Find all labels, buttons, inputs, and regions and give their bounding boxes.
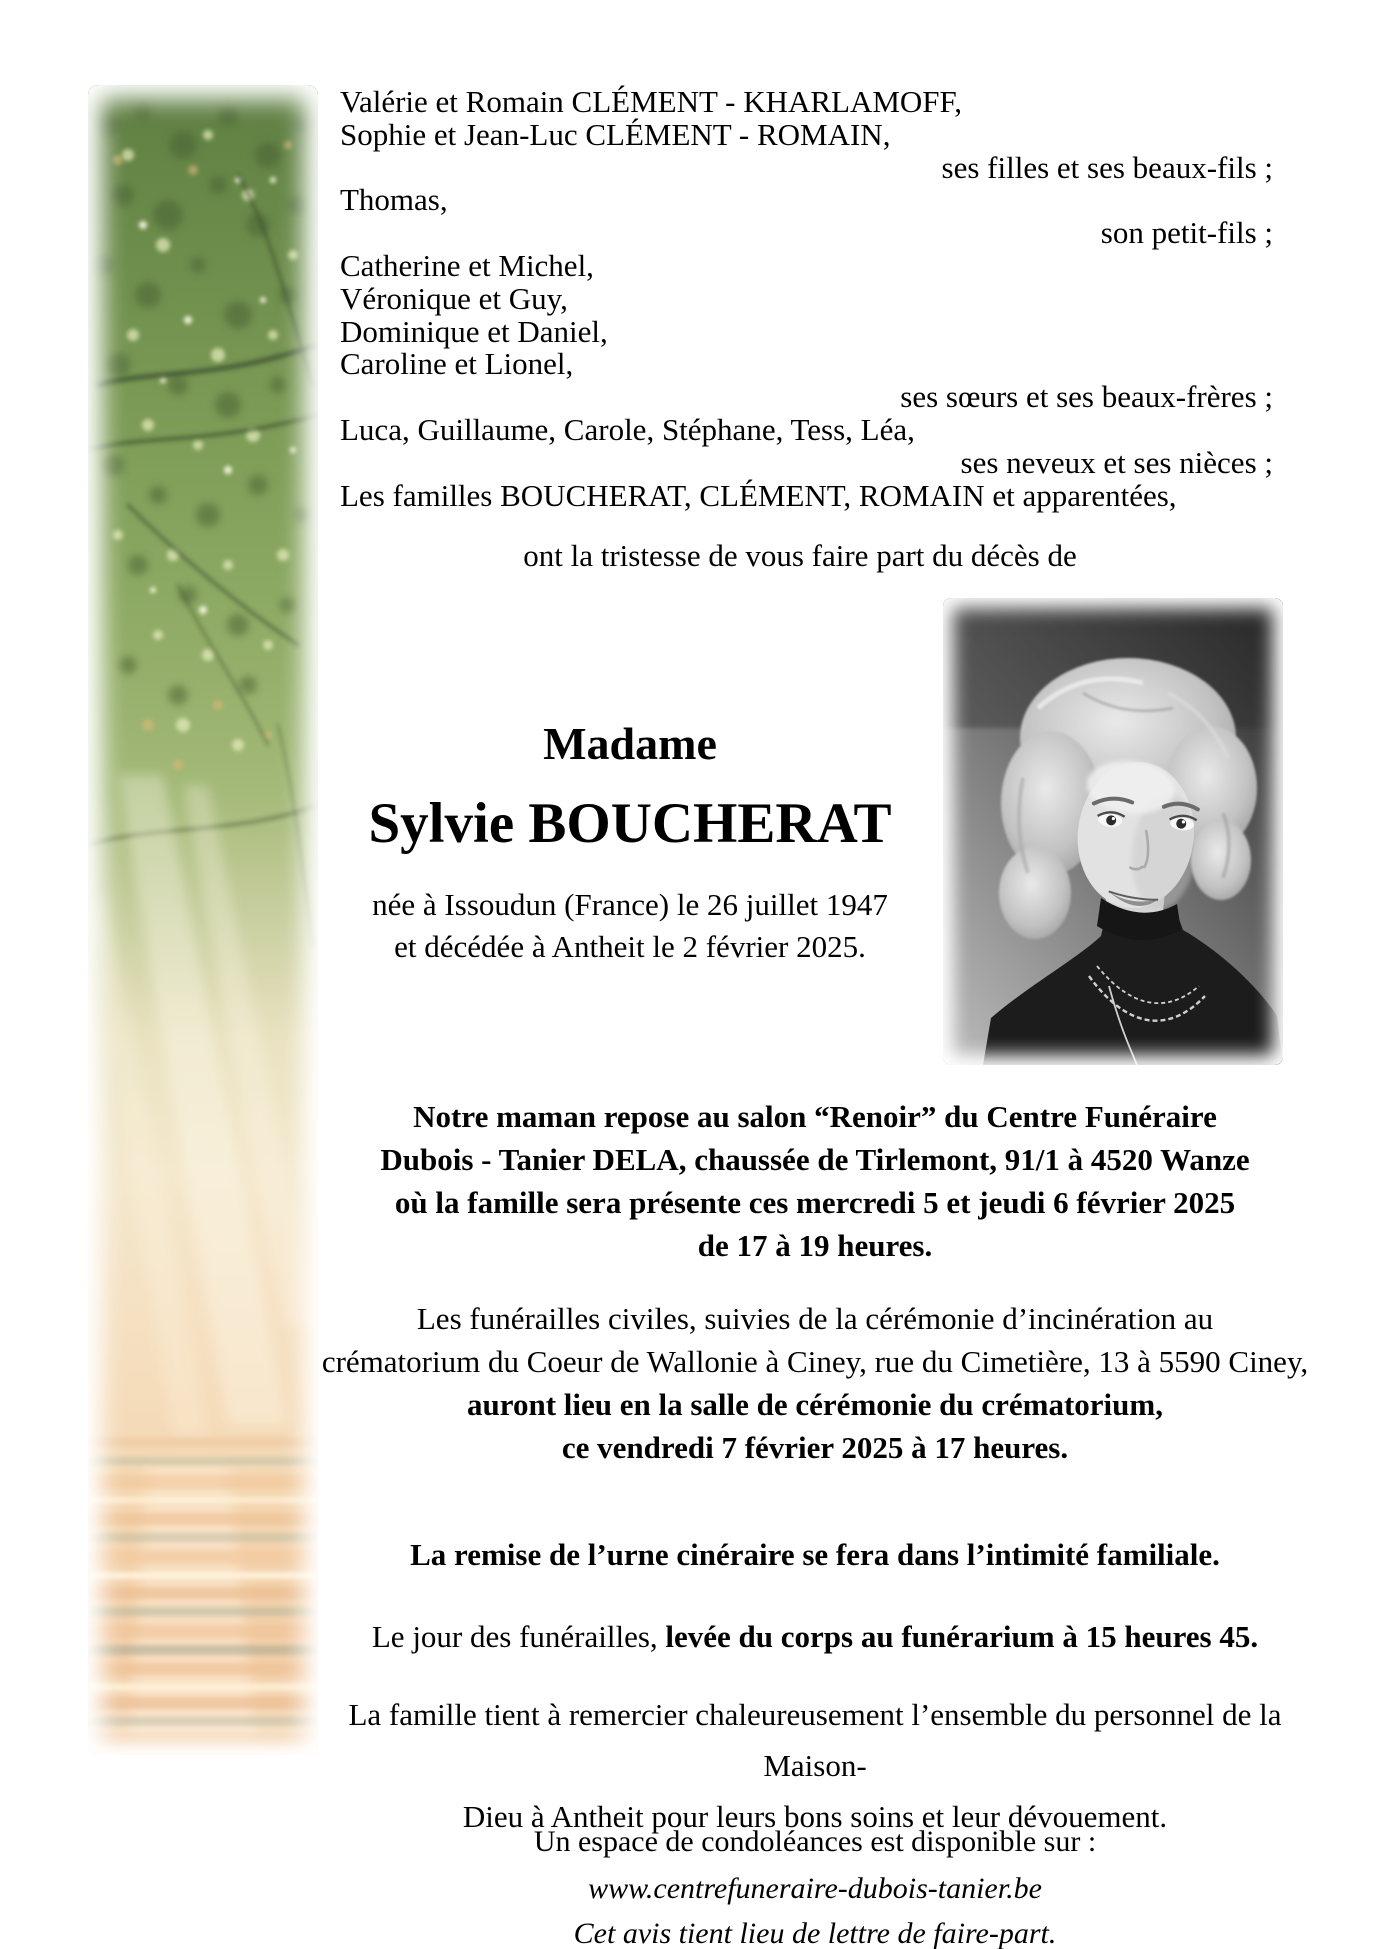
thanks-line: La famille tient à remercier chaleureusement l’ensemble du personnel de la Maison- xyxy=(348,1697,1282,1783)
repose-line: Dubois - Tanier DELA, chaussée de Tirlemont, 91/1 à 4520 Wanze xyxy=(380,1142,1250,1177)
levee-prefix: Le jour des funérailles, xyxy=(371,1619,666,1654)
portrait-photo xyxy=(943,598,1283,1065)
forest-path-illustration xyxy=(88,85,318,1755)
thanks-paragraph xyxy=(300,1689,1330,1842)
family-line: Véronique et Guy, xyxy=(340,280,568,316)
civility-title: Madame xyxy=(543,718,717,769)
family-line: Luca, Guillaume, Carole, Stéphane, Tess, Léa, xyxy=(340,411,915,447)
funeral-paragraph xyxy=(300,1297,1330,1469)
repose-line: où la famille sera présente ces mercredi 5 et jeudi 6 février 2025 xyxy=(394,1185,1236,1220)
family-line: Valérie et Romain CLÉMENT - KHARLAMOFF, xyxy=(340,84,963,119)
funeral-line: Les funérailles civiles, suivies de la cérémonie d’incinération au xyxy=(416,1301,1214,1336)
family-list xyxy=(340,86,1273,512)
urn-line: La remise de l’urne cinéraire se fera dans l’intimité familiale. xyxy=(410,1537,1220,1572)
funeral-line: crématorium du Coeur de Wallonie à Ciney, rue du Cimetière, 13 à 5590 Ciney, xyxy=(321,1344,1309,1379)
repose-line: Notre maman repose au salon “Renoir” du Centre Funéraire xyxy=(413,1099,1217,1134)
relation-line: ses neveux et ses nièces ; xyxy=(960,444,1273,480)
levee-detail: levée du corps au funérarium à 15 heures 45. xyxy=(665,1619,1259,1654)
condolence-line: Un espace de condoléances est disponible sur : xyxy=(533,1825,1097,1858)
funeral-line: auront lieu en la salle de cérémonie du crématorium, xyxy=(467,1387,1163,1422)
deceased-name: Sylvie BOUCHERAT xyxy=(368,792,892,855)
funeral-line: ce vendredi 7 février 2025 à 17 heures. xyxy=(561,1430,1069,1465)
levee-line xyxy=(300,1619,1330,1655)
website-url: www.centrefuneraire-dubois-tanier.be xyxy=(588,1872,1042,1905)
repose-paragraph xyxy=(300,1095,1330,1267)
relation-line: son petit-fils ; xyxy=(1100,215,1273,251)
deceased-heading xyxy=(318,718,942,968)
family-line: Caroline et Lionel, xyxy=(340,346,574,382)
relation-line: ses sœurs et ses beaux-frères ; xyxy=(900,379,1273,415)
forest-path-photo xyxy=(88,85,318,1755)
death-line: et décédée à Antheit le 2 février 2025. xyxy=(394,929,866,964)
family-line: Dominique et Daniel, xyxy=(340,313,608,349)
family-line: Sophie et Jean-Luc CLÉMENT - ROMAIN, xyxy=(340,116,891,152)
repose-line: de 17 à 19 heures. xyxy=(697,1228,933,1263)
thanks-line: Dieu à Antheit pour leurs bons soins et leur dévouement. xyxy=(462,1799,1168,1834)
birth-line: née à Issoudun (France) le 26 juillet 1947 xyxy=(372,887,888,922)
notice-line: Cet avis tient lieu de lettre de faire-part. xyxy=(573,1917,1057,1949)
family-line: Les familles BOUCHERAT, CLÉMENT, ROMAIN et apparentées, xyxy=(340,477,1177,513)
family-line: Catherine et Michel, xyxy=(340,247,594,283)
relation-line: ses filles et ses beaux-fils ; xyxy=(941,149,1273,185)
announcement-intro: ont la tristesse de vous faire part du décès de xyxy=(523,538,1077,573)
family-line: Thomas, xyxy=(340,182,448,218)
portrait-illustration xyxy=(943,598,1283,1065)
